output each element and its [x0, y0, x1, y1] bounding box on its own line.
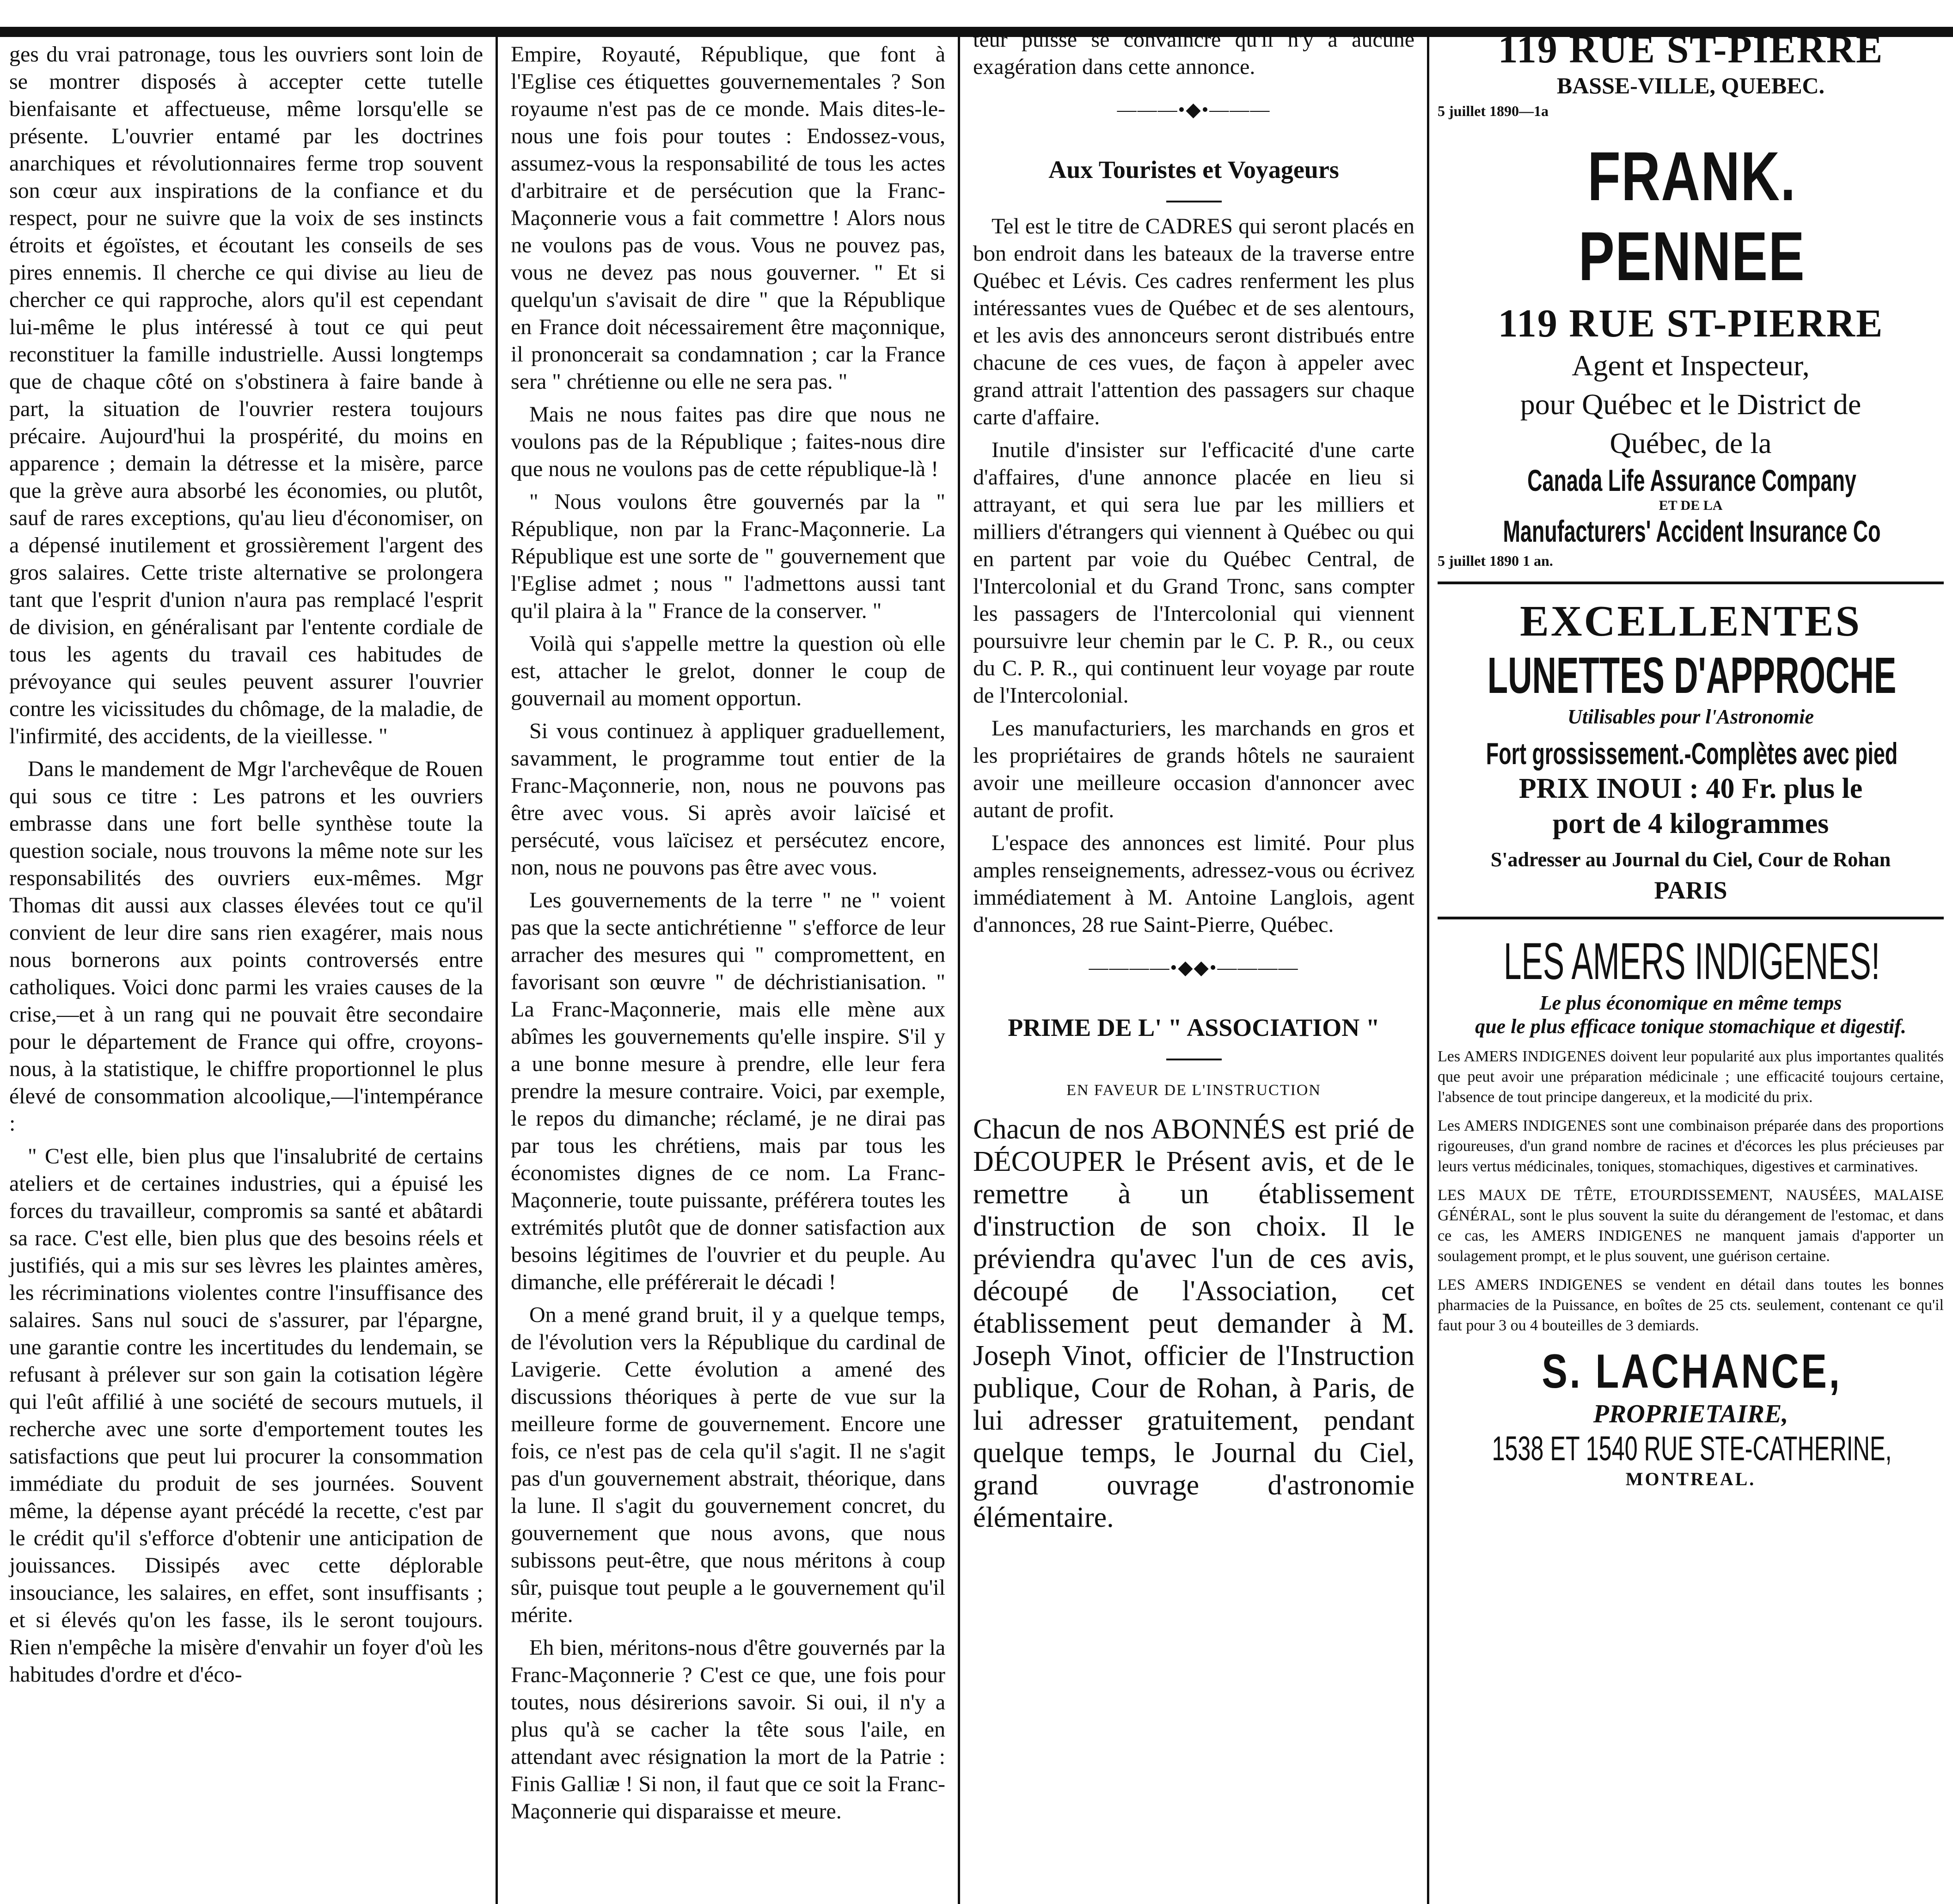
- section-heading: Aux Touristes et Voyageurs: [1048, 156, 1339, 184]
- ad-paragraph: LES MAUX DE TÊTE, ETOURDISSEMENT, NAUSÉES, MALAISE GÉNÉRAL, sont le plus souvent la suite du dérangement de l'estomac, et dans ce cas, les AMERS INDIGENES ne manquent jamais d'apporter un soulagement prompt, et le plus souvent, une guérison certaine.: [1438, 1187, 1944, 1265]
- ad-date: 5 juillet 1890 1 an.: [1438, 552, 1553, 569]
- article-paragraph: teur puisse se convaincre qu'il n'y a aucune exagération dans cette annonce.: [973, 27, 1414, 79]
- ad-tagline: Le plus économique en même temps: [1539, 992, 1842, 1014]
- article-paragraph: " Nous voulons être gouvernés par la " République, non par la Franc-Maçonnerie. La République est une sorte de " gouvernement que l'Eglise admet ; nous " l'admettons aussi tant qu'il plaira à la " France de la conserver. ": [511, 490, 945, 623]
- article-paragraph: Empire, Royauté, République, que font à l'Eglise ces étiquettes gouvernementales ? Son royaume n'est pas de ce monde. Mais dites-le-nous une fois pour toutes : Endossez-vous, assumez-vous la responsabilité de tous les actes d'arbitraire et de persécution que la Franc-Maçonnerie vous a fait commettre ! Alors nous ne voulons pas de vous. Vous ne pouvez pas, vous ne devez pas nous gouverner. " Et si quelqu'un s'avisait de dire " que la République en France doit nécessairement être maçonnique, il prononcerait sa condamnation ; car la France sera " chrétienne ou elle ne sera pas. ": [511, 42, 945, 394]
- article-paragraph: " C'est elle, bien plus que l'insalubrité de certains ateliers et de certaines industries, qui a épuisé les forces du travailleur, compromis sa santé et abâtardi sa race. C'est elle, bien plus que des besoins réels et justifiés, qui a mis sur ses lèvres les plaintes amères, les récriminations violentes contre l'insuffisance des salaires. Sans nul souci de s'assurer, par l'épargne, une garantie contre les incertitudes du lendemain, se refusant à prélever sur son gain la cotisation légère qui l'eût affilié à une société de secours mutuels, il recherche avec une sorte d'emportement toutes les satisfactions que peut lui procurer la consommation immédiate du produit de ses journées. Souvent même, la dépense ayant précédé la recette, c'est par le crédit qu'il s'efforce d'obtenir une anticipation de jouissances. Dissipés avec cette déplorable insouciance, les salaires, en effet, sont insuffisants ; et si élevés qu'on les fasse, ils le seront toujours. Rien n'empêche la misère d'envahir un foyer d'où les habitudes d'ordre et d'éco-: [9, 1144, 483, 1687]
- ad-line: pour Québec et le District de: [1520, 388, 1861, 421]
- article-paragraph: Les gouvernements de la terre " ne " voient pas que la secte antichrétienne " s'efforce de leur arracher des mesures qui " compromettent, en favorisant son œuvre " de déchristianisation. " La Franc-Maçonnerie, mais elle mène aux abîmes les gouvernements qu'elle inspire. S'il y a une bonne mesure à prendre, elle leur fera prendre la mesure contraire. Voici, par exemple, le repos du dimanche; réclamé, je ne dirai pas par tous les chrétiens, mais par tous les économistes dignes de ce nom. La Franc-Maçonnerie, toute puissante, préférera toutes les extrémités plutôt que de donner satisfaction aux besoins légitimes de l'ouvrier et du peuple. Au dimanche, elle préférerait le décadi !: [511, 888, 945, 1294]
- short-divider: [1166, 201, 1222, 202]
- ad-divider: [1438, 582, 1944, 584]
- ad-price: PRIX INOUI : 40 Fr. plus le: [1518, 773, 1863, 804]
- article-paragraph: Tel est le titre de CADRES qui seront placés en bon endroit dans les bateaux de la traverse entre Québec et Lévis. Ces cadres renferment les plus intéressantes vues de Québec et de ses alentours, et les avis des annonceurs seront distribués entre chacune de ces vues, de façon à appeler avec grand attrait l'attention des passagers sur chaque carte d'affaire.: [973, 214, 1414, 429]
- ad-address-title: 119 RUE ST-PIERRE: [1498, 27, 1884, 71]
- section-subheading: EN FAVEUR DE L'INSTRUCTION: [1066, 1082, 1321, 1099]
- article-paragraph: Dans le mandement de Mgr l'archevêque de Rouen qui sous ce titre : Les patrons et les ouvriers embrasse dans une fort belle synthèse toute la question sociale, nous trouvons la même note sur les responsabilités des ouvriers eux-mêmes. Mgr Thomas dit aussi aux classes élevées tout ce qu'il convient de leur dire sans rien exagérer, mais nous nous bornerons aux points controversés entre catholiques. Voici donc parmi les vraies causes de la crise,—et à un rang qui ne pouvait être secondaire pour le département de France qui offre, croyons-nous, à la statistique, le chiffre proportionnel le plus élevé de consommation alcoolique,—l'intempérance :: [9, 757, 483, 1136]
- ad-paragraph: Les AMERS INDIGENES sont une combinaison préparée dans des proportions rigoureuses, d'un grand nombre de racines et d'écorces les plus précieuses par leurs vertus médicinales, toniques, stomachiques, digestives et carminatives.: [1438, 1117, 1944, 1175]
- ad-line: Agent et Inspecteur,: [1572, 349, 1810, 382]
- section-heading: PRIME DE L' " ASSOCIATION ": [1008, 1014, 1380, 1041]
- article-paragraph: On a mené grand bruit, il y a quelque temps, de l'évolution vers la République du cardinal de Lavigerie. Cette évolution a amené des discussions théoriques à perte de vue sur la meilleure forme de gouvernement. Encore une fois, ce n'est pas de cela qu'il s'agit. Il ne s'agit pas d'un gouvernement abstrait, théorique, dans la lune. Il s'agit du gouvernement concret, du gouvernement que nous avons, que nous subissons peut-être, que nous méritons à coup sûr, puisque tout peuple a le gouvernement qu'il mérite.: [511, 1303, 945, 1627]
- article-paragraph: Les manufacturiers, les marchands en gros et les propriétaires de grands hôtels ne sauraient avoir une meilleure occasion d'annoncer avec autant de profit.: [973, 716, 1414, 822]
- advertisement-column: [1428, 0, 1953, 1904]
- article-paragraph: L'espace des annonces est limité. Pour plus amples renseignements, adressez-vous ou écrivez immédiatement à M. Antoine Langlois, agent d'annonces, 28 rue Saint-Pierre, Québec.: [973, 831, 1414, 937]
- ad-role: PROPRIETAIRE,: [1593, 1400, 1788, 1428]
- ad-line: Québec, de la: [1610, 427, 1772, 459]
- ornament-divider: ———•◆•———: [1117, 99, 1271, 121]
- article-paragraph: ges du vrai patronage, tous les ouvriers sont loin de se montrer disposés à accepter cette tutelle bienfaisante et affectueuse, même lorsqu'elle se présente. L'ouvrier entamé par les doctrines anarchiques et révolutionnaires ferme trop souvent son cœur aux inspirations de la confiance et du respect, pour ne suivre que la voix de ses instincts étroits et égoïstes, et écoutant les conseils de ses pires ennemis. Il cherche ce qui divise au lieu de chercher ce qui rapproche, alors qu'il est cependant lui-même le plus intéressé à tout ce qui peut reconstituer la famille industrielle. Aussi longtemps que de chaque côté on s'obstinera à faire bande à part, la situation de l'ouvrier restera toujours précaire. Aujourd'hui la prospérité, du moins en apparence ; demain la détresse et la misère, parce que la grève aura absorbé les économies, ou plutôt, sauf de rares exceptions, qu'au lieu d'économiser, on a dépensé inutilement et grossièrement l'argent des gros salaires. Cette triste alternative se prolongera tant que l'esprit d'union n'aura pas remplacé l'esprit de division, en généralisant par l'entente cordiale de tous les agents du travail ces habitudes de prévoyance qui seules peuvent assurer l'ouvrier contre les vicissitudes du chômage, de la maladie, de l'infirmité, des accidents, de la vieillesse. ": [9, 42, 483, 748]
- ad-date: 5 juillet 1890—1a: [1438, 103, 1549, 119]
- ad-company: Manufacturers' Accident Insurance Co: [1503, 514, 1881, 548]
- ad-city: PARIS: [1654, 876, 1727, 904]
- article-paragraph: Eh bien, méritons-nous d'être gouvernés par la Franc-Maçonnerie ? C'est ce que, une fois pour toutes, nous désirerions savoir. Si oui, il n'y a plus qu'à se cacher la tête sous l'aile, en attendant avec résignation la mort de la Patrie : Finis Galliæ ! Si non, il faut que ce soit la Franc-Maçonnerie qui disparaisse et meure.: [511, 1635, 945, 1824]
- ad-proprietor-name: S. LACHANCE,: [1542, 1345, 1842, 1398]
- ad-headline: EXCELLENTES: [1520, 597, 1861, 645]
- ad-tagline: que le plus efficace tonique stomachique et digestif.: [1475, 1015, 1906, 1038]
- ad-tagline: Utilisables pour l'Astronomie: [1567, 705, 1814, 728]
- short-divider: [1166, 1059, 1222, 1060]
- ad-headline: LES AMERS INDIGENES!: [1503, 932, 1880, 990]
- ad-contact: S'adresser au Journal du Ciel, Cour de Rohan: [1490, 848, 1891, 871]
- article-paragraph: Mais ne nous faites pas dire que nous ne voulons pas de la République ; faites-nous dire que nous ne voulons pas de cette république-là !: [511, 402, 945, 481]
- article-paragraph: Inutile d'insister sur l'efficacité d'une carte d'affaires, d'une annonce placée en lieu si attrayant, et qui sera lue par les milliers et milliers d'étrangers qui viennent à Québec ou qui en partent par voie du Québec Central, de l'Intercolonial et du Grand Tronc, sans compter les passagers de l'Intercolonial qui viennent poursuivre leur chemin par le C. P. R., ou ceux du C. P. R., qui continuent leur voyage par route de l'Intercolonial.: [973, 438, 1414, 708]
- ad-address-sub: BASSE-VILLE, QUEBEC.: [1556, 73, 1825, 98]
- ad-line: ET DE LA: [1659, 498, 1723, 513]
- ad-headline: LUNETTES D'APPROCHE: [1487, 647, 1897, 704]
- ad-price: port de 4 kilogrammes: [1552, 808, 1829, 839]
- ad-agent-address: 119 RUE ST-PIERRE: [1498, 301, 1884, 345]
- ad-city: MONTREAL.: [1625, 1469, 1756, 1489]
- article-paragraph: Voilà qui s'appelle mettre la question où elle est, attacher le grelot, donner le coup de gouvernail au moment opportun.: [511, 631, 945, 710]
- ad-address: 1538 ET 1540 RUE STE-CATHERINE,: [1492, 1429, 1892, 1468]
- ornament-divider: ————•◆◆•————: [1089, 957, 1299, 979]
- ad-line: Fort grossissement.-Complètes avec pied: [1486, 736, 1898, 771]
- notice-text: Chacun de nos ABONNÉS est prié de DÉCOUPER le Présent avis, et de le remettre à un établissement d'instruction de son choix. Il le préviendra qu'avec l'un de ces avis, découpé de l'Association, cet établissement peut demander à M. Joseph Vinot, officier de l'Instruction publique, Cour de Rohan, à Paris, de lui adresser gratuitement, pendant quelque temps, le Journal du Ciel, grand ouvrage d'astronomie élémentaire.: [973, 1114, 1414, 1533]
- column-3: [959, 0, 1428, 1904]
- ad-paragraph: Les AMERS INDIGENES doivent leur popularité aux plus importantes qualités que peut avoir une préparation médicinale ; une efficacité toujours certaine, l'absence de tout principe dangereux, et la modicité du prix.: [1438, 1048, 1944, 1106]
- ad-divider: [1438, 917, 1944, 919]
- ad-company: Canada Life Assurance Company: [1527, 463, 1856, 497]
- column-2: [497, 0, 959, 1904]
- column-1: [0, 0, 497, 1904]
- ad-agent-name: FRANK. PENNEE: [1578, 137, 1806, 295]
- article-paragraph: Si vous continuez à appliquer graduellement, savamment, le programme tout entier de la Franc-Maçonnerie, non, nous ne pouvons pas être avec vous. Si après avoir laïcisé et persécuté, vous laïcisez et persécutez encore, non, nous ne pouvons pas être avec vous.: [511, 719, 945, 880]
- ad-paragraph: LES AMERS INDIGENES se vendent en détail dans toutes les bonnes pharmacies de la Puissance, en boîtes de 25 cts. seulement, contenant ce qu'il faut pour 3 ou 4 bouteilles de 3 demiards.: [1438, 1276, 1944, 1334]
